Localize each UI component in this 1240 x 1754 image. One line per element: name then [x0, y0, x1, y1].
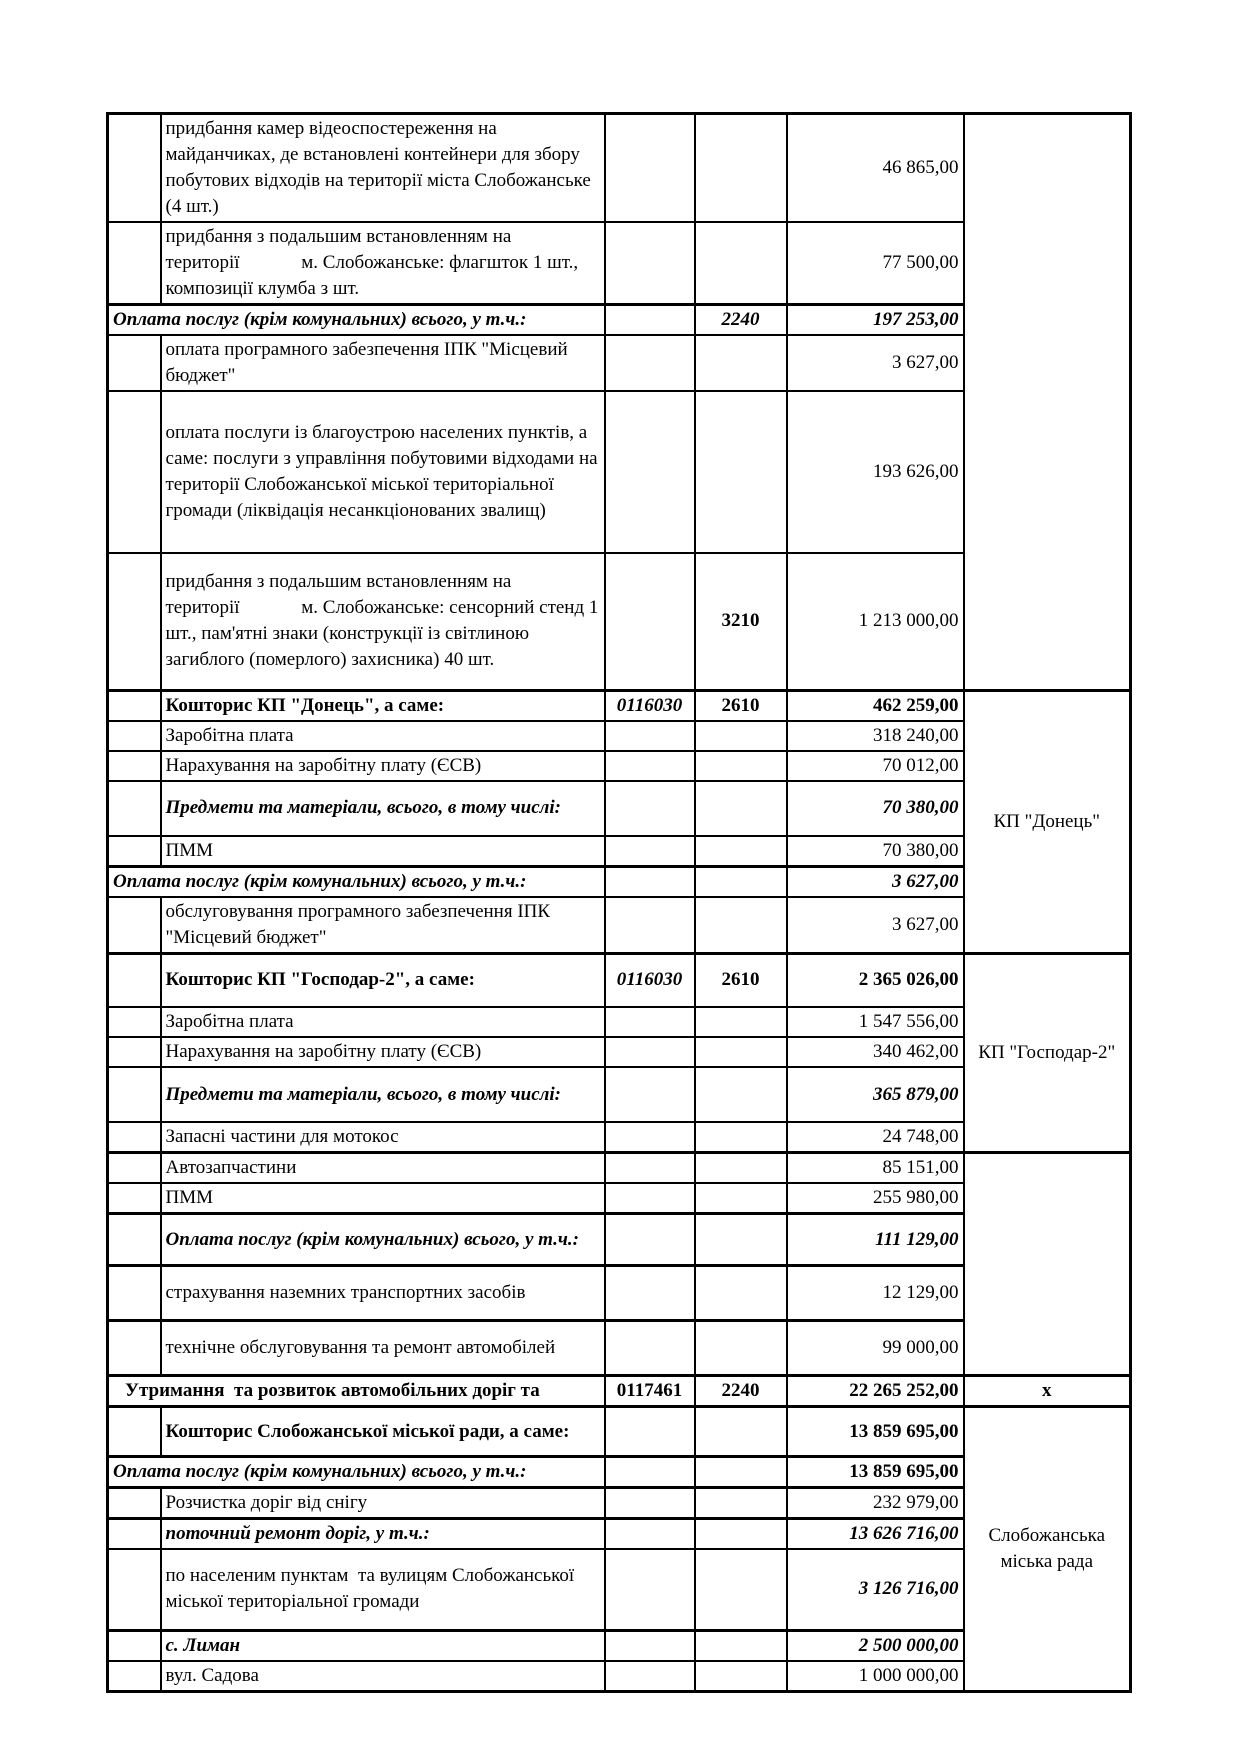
kekv-code-cell: 2610 [695, 953, 787, 1007]
kekv-code-cell [695, 335, 787, 391]
amount-cell: 99 000,00 [787, 1321, 964, 1376]
indent-cell [108, 335, 161, 391]
indent-cell [108, 1549, 161, 1630]
description-cell: придбання з подальшим встановленням на території м. Слобожанське: флагшток 1 шт., композиції клумба з шт. [161, 222, 605, 305]
description-cell: оплата програмного забезпечення ІПК "Місцевий бюджет" [161, 335, 605, 391]
description-cell: оплата послуги із благоустрою населених пунктів, а саме: послуги з управління побутовими відходами на території Слобожанської міської територіальної громади (ліквідація несанкціонованих звалищ) [161, 391, 605, 553]
description-cell: Нарахування на заробітну плату (ЄСВ) [161, 1037, 605, 1067]
amount-cell: 1 213 000,00 [787, 553, 964, 690]
program-code-cell [605, 391, 695, 553]
description-cell: Оплата послуг (крім комунальних) всього, у т.ч.: [161, 1214, 605, 1266]
description-cell: Утримання та розвиток автомобільних доріг та [108, 1376, 605, 1407]
program-code-cell [605, 1037, 695, 1067]
amount-cell: 193 626,00 [787, 391, 964, 553]
description-cell: поточний ремонт доріг, у т.ч.: [161, 1519, 605, 1550]
program-code-cell [605, 1122, 695, 1153]
indent-cell [108, 1661, 161, 1692]
program-code-cell [605, 1007, 695, 1037]
indent-cell [108, 690, 161, 721]
amount-cell: 22 265 252,00 [787, 1376, 964, 1407]
description-cell: придбання камер відеоспостереження на майданчиках, де встановлені контейнери для збору побутових відходів на території міста Слобожанське (4 шт.) [161, 114, 605, 223]
description-cell: вул. Садова [161, 1661, 605, 1692]
indent-cell [108, 114, 161, 223]
indent-cell [108, 1214, 161, 1266]
amount-cell: 462 259,00 [787, 690, 964, 721]
amount-cell: 13 859 695,00 [787, 1457, 964, 1488]
description-cell: Оплата послуг (крім комунальних) всього, у т.ч.: [108, 305, 605, 336]
kekv-code-cell [695, 1519, 787, 1550]
program-code-cell [605, 897, 695, 954]
amount-cell: 365 879,00 [787, 1067, 964, 1122]
program-code-cell [605, 335, 695, 391]
amount-cell: 1 547 556,00 [787, 1007, 964, 1037]
description-cell: Заробітна плата [161, 721, 605, 751]
indent-cell [108, 222, 161, 305]
program-code-cell: 0116030 [605, 690, 695, 721]
kekv-code-cell: 2240 [695, 1376, 787, 1407]
program-code-cell [605, 781, 695, 836]
org-cell: х [964, 1376, 1131, 1407]
indent-cell [108, 1183, 161, 1214]
kekv-code-cell [695, 1549, 787, 1630]
description-cell: с. Лиман [161, 1630, 605, 1661]
kekv-code-cell [695, 721, 787, 751]
indent-cell [108, 897, 161, 954]
amount-cell: 3 627,00 [787, 335, 964, 391]
description-cell: по населеним пунктам та вулицям Слобожанської міської територіальної громади [161, 1549, 605, 1630]
kekv-code-cell [695, 781, 787, 836]
program-code-cell [605, 1214, 695, 1266]
kekv-code-cell [695, 1457, 787, 1488]
kekv-code-cell [695, 1321, 787, 1376]
amount-cell: 3 627,00 [787, 866, 964, 897]
description-cell: Кошторис КП "Господар-2", а саме: [161, 953, 605, 1007]
description-cell: Розчистка доріг від снігу [161, 1488, 605, 1519]
program-code-cell [605, 866, 695, 897]
program-code-cell [605, 721, 695, 751]
kekv-code-cell [695, 836, 787, 867]
program-code-cell [605, 1266, 695, 1321]
description-cell: технічне обслуговування та ремонт автомобілей [161, 1321, 605, 1376]
program-code-cell [605, 1549, 695, 1630]
amount-cell: 2 365 026,00 [787, 953, 964, 1007]
kekv-code-cell [695, 1067, 787, 1122]
table-row-estimate [108, 1407, 1131, 1457]
amount-cell: 77 500,00 [787, 222, 964, 305]
description-cell: Оплата послуг (крім комунальних) всього, у т.ч.: [108, 1457, 605, 1488]
indent-cell [108, 391, 161, 553]
amount-cell: 46 865,00 [787, 114, 964, 223]
org-cell [964, 1153, 1131, 1376]
description-cell: Автозапчастини [161, 1153, 605, 1184]
org-cell: КП "Донець" [964, 690, 1131, 953]
program-code-cell [605, 222, 695, 305]
kekv-code-cell: 3210 [695, 553, 787, 690]
program-code-cell [605, 114, 695, 223]
indent-cell [108, 1321, 161, 1376]
indent-cell [108, 1266, 161, 1321]
program-code-cell [605, 553, 695, 690]
program-code-cell [605, 1630, 695, 1661]
indent-cell [108, 1630, 161, 1661]
program-code-cell [605, 305, 695, 336]
kekv-code-cell [695, 114, 787, 223]
description-cell: Кошторис Слобожанської міської ради, а саме: [161, 1407, 605, 1457]
description-cell: Нарахування на заробітну плату (ЄСВ) [161, 751, 605, 781]
kekv-code-cell [695, 1488, 787, 1519]
org-cell: Слобожанська міська рада [964, 1407, 1131, 1692]
amount-cell: 70 012,00 [787, 751, 964, 781]
amount-cell: 197 253,00 [787, 305, 964, 336]
amount-cell: 3 627,00 [787, 897, 964, 954]
description-cell: Запасні частини для мотокос [161, 1122, 605, 1153]
amount-cell: 340 462,00 [787, 1037, 964, 1067]
program-code-cell [605, 1519, 695, 1550]
kekv-code-cell [695, 1630, 787, 1661]
kekv-code-cell [695, 391, 787, 553]
table-row-section [108, 1376, 1131, 1407]
kekv-code-cell [695, 751, 787, 781]
amount-cell: 70 380,00 [787, 836, 964, 867]
indent-cell [108, 1067, 161, 1122]
amount-cell: 85 151,00 [787, 1153, 964, 1184]
kekv-code-cell [695, 1037, 787, 1067]
indent-cell [108, 781, 161, 836]
program-code-cell: 0117461 [605, 1376, 695, 1407]
amount-cell: 12 129,00 [787, 1266, 964, 1321]
description-cell: Оплата послуг (крім комунальних) всього, у т.ч.: [108, 866, 605, 897]
program-code-cell [605, 1321, 695, 1376]
program-code-cell [605, 1407, 695, 1457]
table-row [108, 114, 1131, 223]
amount-cell: 13 626 716,00 [787, 1519, 964, 1550]
amount-cell: 70 380,00 [787, 781, 964, 836]
indent-cell [108, 1519, 161, 1550]
indent-cell [108, 836, 161, 867]
budget-table [106, 112, 1132, 1693]
program-code-cell [605, 1457, 695, 1488]
description-cell: страхування наземних транспортних засобів [161, 1266, 605, 1321]
kekv-code-cell [695, 1407, 787, 1457]
program-code-cell: 0116030 [605, 953, 695, 1007]
kekv-code-cell [695, 1214, 787, 1266]
amount-cell: 1 000 000,00 [787, 1661, 964, 1692]
amount-cell: 232 979,00 [787, 1488, 964, 1519]
indent-cell [108, 1037, 161, 1067]
amount-cell: 318 240,00 [787, 721, 964, 751]
indent-cell [108, 1122, 161, 1153]
description-cell: ПММ [161, 836, 605, 867]
amount-cell: 24 748,00 [787, 1122, 964, 1153]
kekv-code-cell [695, 897, 787, 954]
kekv-code-cell [695, 1266, 787, 1321]
table-row [108, 1153, 1131, 1184]
description-cell: Заробітна плата [161, 1007, 605, 1037]
indent-cell [108, 1488, 161, 1519]
description-cell: придбання з подальшим встановленням на території м. Слобожанське: сенсорний стенд 1 шт., пам'ятні знаки (конструкції із світлиною загиблого (померлого) захисника) 40 шт. [161, 553, 605, 690]
program-code-cell [605, 836, 695, 867]
indent-cell [108, 1153, 161, 1184]
amount-cell: 255 980,00 [787, 1183, 964, 1214]
kekv-code-cell [695, 1183, 787, 1214]
amount-cell: 111 129,00 [787, 1214, 964, 1266]
table-row-estimate [108, 690, 1131, 721]
description-cell: ПММ [161, 1183, 605, 1214]
description-cell: Предмети та матеріали, всього, в тому числі: [161, 781, 605, 836]
kekv-code-cell: 2610 [695, 690, 787, 721]
description-cell: Предмети та матеріали, всього, в тому числі: [161, 1067, 605, 1122]
table-row-estimate [108, 953, 1131, 1007]
amount-cell: 2 500 000,00 [787, 1630, 964, 1661]
kekv-code-cell [695, 1007, 787, 1037]
program-code-cell [605, 751, 695, 781]
amount-cell: 3 126 716,00 [787, 1549, 964, 1630]
kekv-code-cell [695, 1122, 787, 1153]
kekv-code-cell [695, 1661, 787, 1692]
indent-cell [108, 1007, 161, 1037]
org-cell [964, 114, 1131, 691]
indent-cell [108, 1407, 161, 1457]
indent-cell [108, 721, 161, 751]
org-cell: КП "Господар-2" [964, 953, 1131, 1153]
indent-cell [108, 751, 161, 781]
indent-cell [108, 953, 161, 1007]
description-cell: обслуговування програмного забезпечення ІПК "Місцевий бюджет" [161, 897, 605, 954]
kekv-code-cell [695, 866, 787, 897]
program-code-cell [605, 1661, 695, 1692]
kekv-code-cell: 2240 [695, 305, 787, 336]
program-code-cell [605, 1153, 695, 1184]
kekv-code-cell [695, 1153, 787, 1184]
program-code-cell [605, 1488, 695, 1519]
indent-cell [108, 553, 161, 690]
amount-cell: 13 859 695,00 [787, 1407, 964, 1457]
description-cell: Кошторис КП "Донець", а саме: [161, 690, 605, 721]
program-code-cell [605, 1183, 695, 1214]
program-code-cell [605, 1067, 695, 1122]
kekv-code-cell [695, 222, 787, 305]
